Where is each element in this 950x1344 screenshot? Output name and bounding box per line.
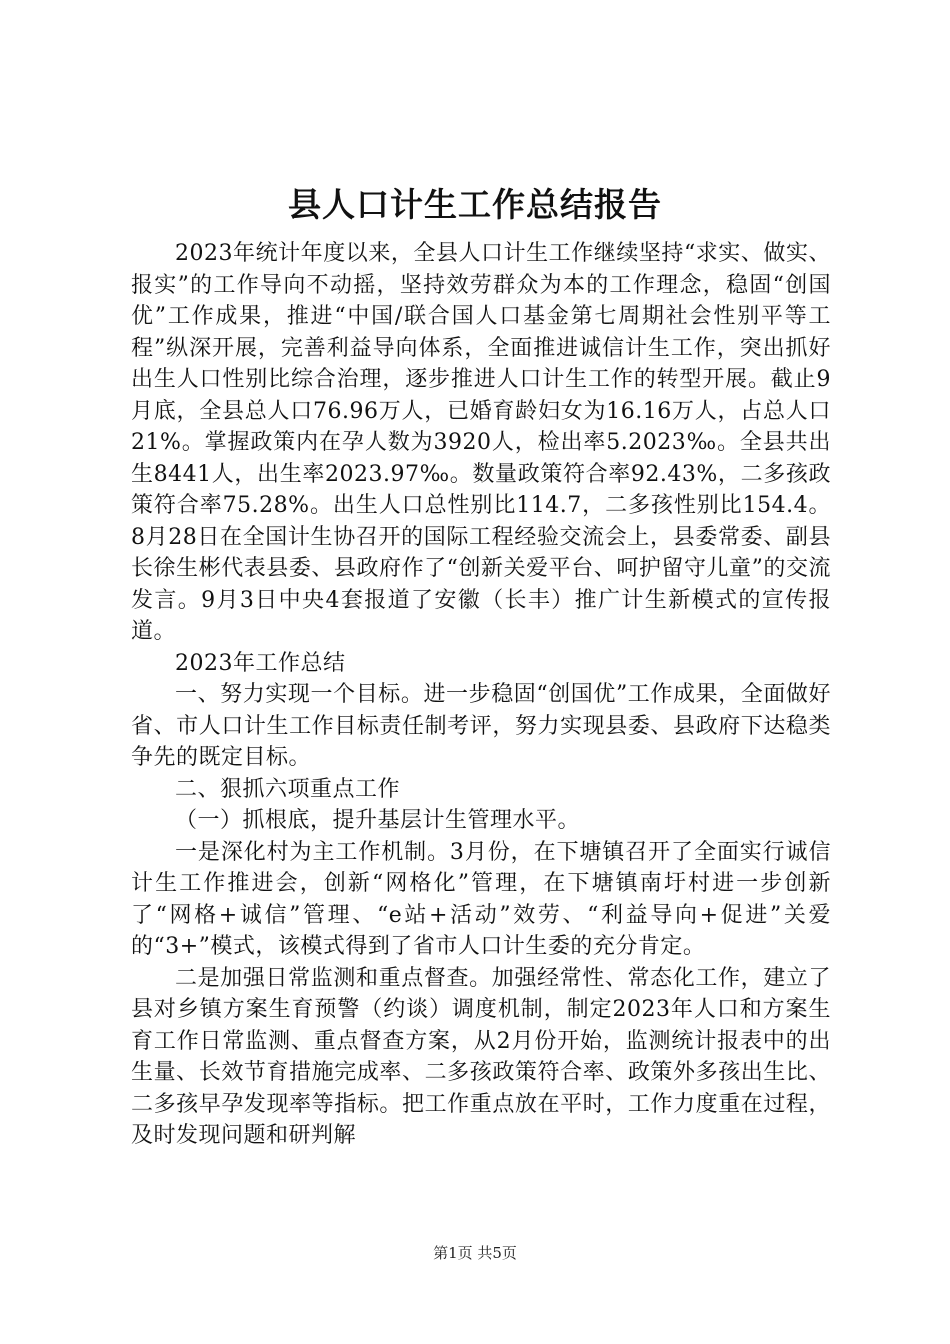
paragraph-intro: 2023年统计年度以来，全县人口计生工作继续坚持“求实、做实、报实”的工作导向不动摇，坚持效劳群众为本的工作理念，稳固“创国优”工作成果，推进“中国/联合国人口基金第七周期社会性别平等工程”纵深开展，完善利益导向体系，全面推进诚信计生工作，突出抓好出生人口性别比综合治理，逐步推进人口计生工作的转型开展。截止9月底，全县总人口76.96万人，已婚育龄妇女为16.16万人，占总人口21%。掌握政策内在孕人数为3920人，检出率5.2023‰。全县共出生8441人，出生率2023.97‰。数量政策符合率92.43%，二多孩政策符合率75.28%。出生人口总性别比114.7，二多孩性别比154.4。8月28日在全国计生协召开的国际工程经验交流会上，县委常委、副县长徐生彬代表县委、县政府作了“创新关爱平台、呵护留守儿童”的交流发言。9月3日中央4套报道了安徽（长丰）推广计生新模式的宣传报道。 <box>131 241 831 644</box>
paragraph-subheading-foundation: （一）抓根底，提升基层计生管理水平。 <box>175 808 581 833</box>
paragraph-heading-key-work: 二、狠抓六项重点工作 <box>175 776 401 802</box>
document-body <box>131 238 831 1152</box>
paragraph-monitoring: 二是加强日常监测和重点督查。加强经常性、常态化工作，建立了县对乡镇方案生育预警（约谈）调度机制，制定2023年人口和方案生育工作日常监测、重点督查方案，从2月份开始，监测统计报表中的出生量、长效节育措施完成率、二多孩政策符合率、政策外多孩出生比、二多孩早孕发现率等指标。把工作重点放在平时，工作力度重在过程，及时发现问题和研判解 <box>131 965 831 1148</box>
paragraph-goal: 一、努力实现一个目标。进一步稳固“创国优”工作成果，全面做好省、市人口计生工作目标责任制考评，努力实现县委、县政府下达稳类争先的既定目标。 <box>131 682 831 770</box>
page-footer: 第1页 共5页 <box>433 1244 517 1262</box>
paragraph-heading-summary: 2023年工作总结 <box>175 650 346 676</box>
paragraph-village-mechanism: 一是深化村为主工作机制。3月份，在下塘镇召开了全面实行诚信计生工作推进会，创新“网格化”管理，在下塘镇南圩村进一步创新了“网格+诚信”管理、“e站+活动”效劳、“利益导向+促进”关爱的“3+”模式，该模式得到了省市人口计生委的充分肯定。 <box>131 839 831 959</box>
document-title: 县人口计生工作总结报告 <box>288 185 662 224</box>
